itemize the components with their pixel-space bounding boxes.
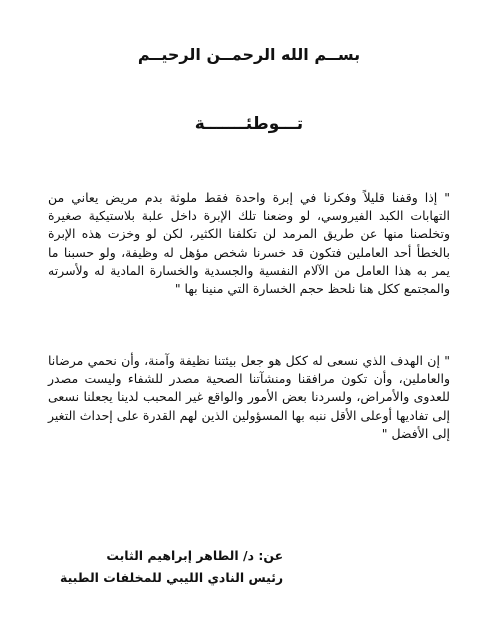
paragraph-2: " إن الهدف الذي نسعى له ككل هو جعل بيئتنا نظيفة وآمنة، وأن نحمي مرضانا والعاملين، وأن تكون مرافقنا ومنشآتنا الصحية مصدر للشفاء وليست مصدر للعدوى والأمراض، ولسردنا بعض الأمور والواقع غير المحبب لدينا يجعلنا نسعى إلى تفاديها أوعلى الأقل ننبه بها المسؤولين الذين لهم القدرة على إحداث التغير إلى الأفضل " — [48, 353, 450, 441]
section-heading: تـــوطئـــــــة — [194, 114, 304, 134]
signature-block — [60, 545, 283, 589]
signature-author: عن: د/ الطاهر إبراهيم الثابت — [106, 548, 284, 563]
basmala: بســم الله الرحمــن الرحيــم — [137, 45, 361, 64]
paragraph-1: " إذا وقفنا قليلاً وفكرنا في إبرة واحدة فقط ملوثة بدم مريض يعاني من التهابات الكبد الفيروسي، لو وضعنا تلك الإبرة داخل علبة بلاستيكية صغيرة وتخلصنا منها عن طريق المرمد لن تكلفنا الكثير، لكن لو وخزت هذه الإبرة بالخطأ أحد العاملين فتكون قد خسرنا شخص مؤهل له وظيفة، ولو حسبنا ما يمر به هذا العامل من الآلام النفسية والجسدية والخسارة المادية له ولأسرته والمجتمع ككل هنا نلحظ حجم الخسارة التي منينا بها " — [48, 190, 450, 297]
signature-title: رئيس النادي الليبي للمخلفات الطبية — [60, 570, 284, 585]
